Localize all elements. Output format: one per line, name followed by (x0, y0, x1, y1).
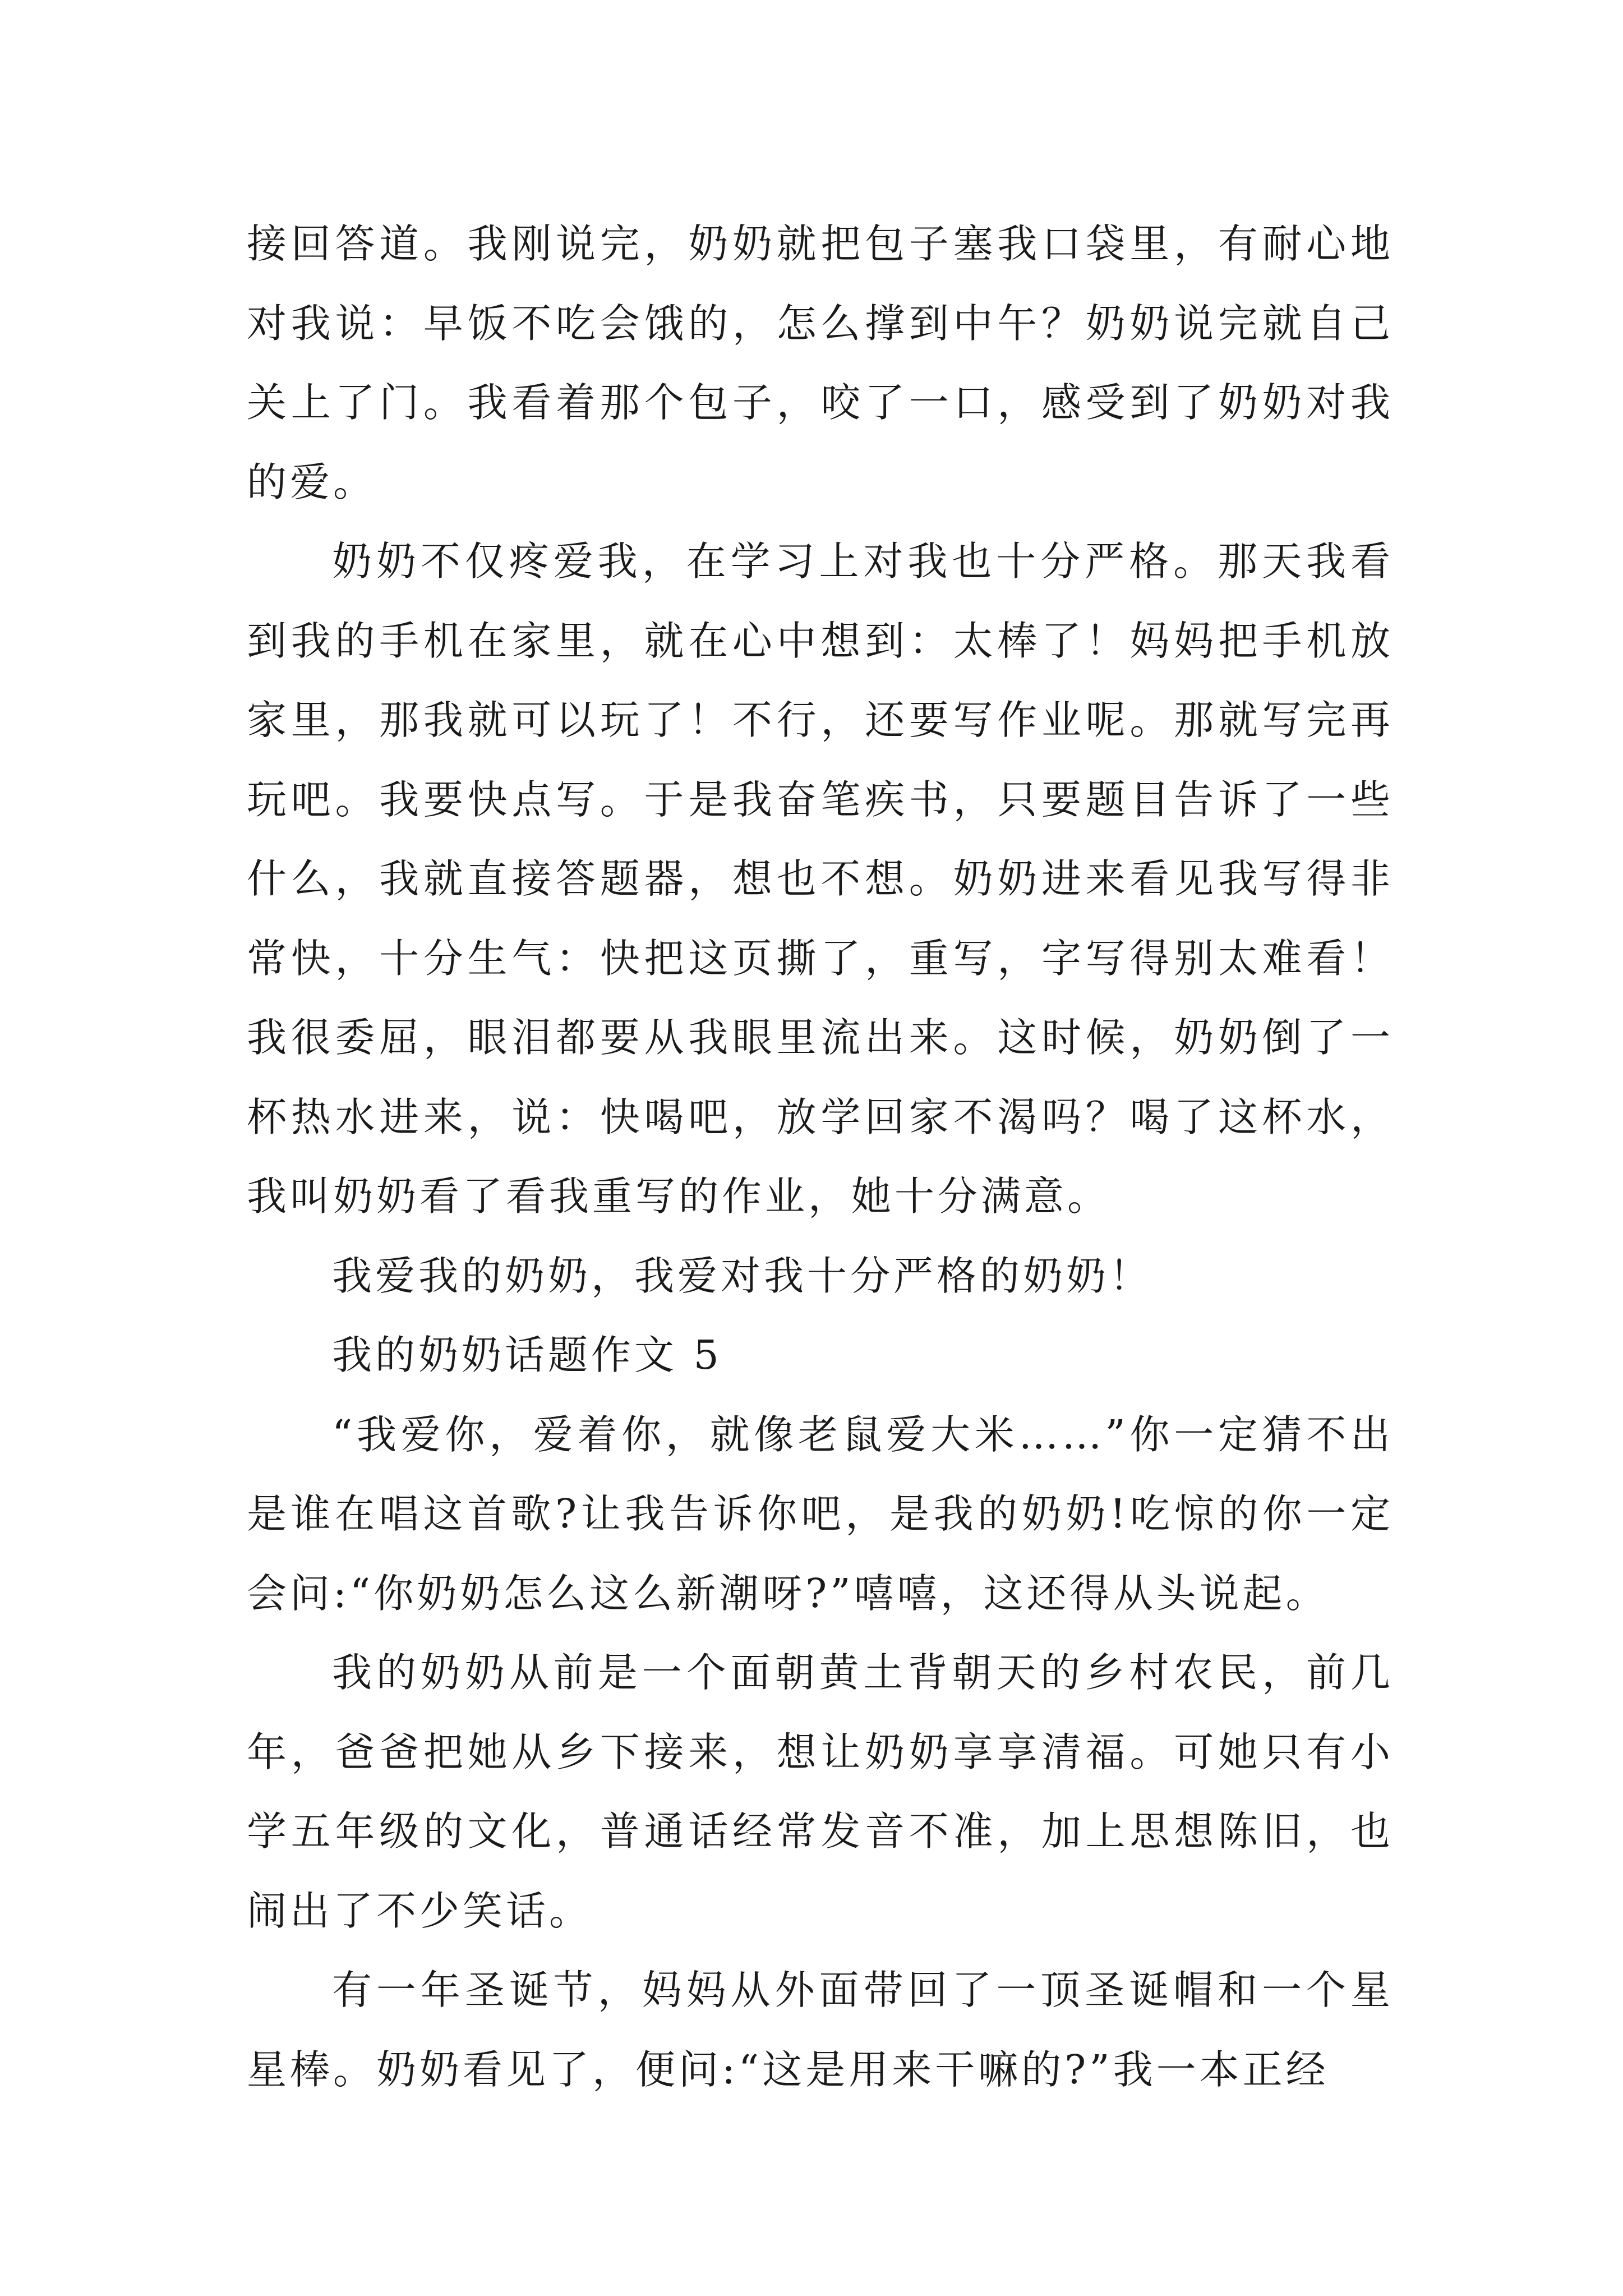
document-body (247, 204, 1394, 2109)
paragraph-5: 我的奶奶从前是一个面朝黄土背朝天的乡村农民，前几年，爸爸把她从乡下接来，想让奶奶享享清福。可她只有小学五年级的文化，普通话经常发音不准，加上思想陈旧，也闹出了不少笑话。 (247, 1649, 1394, 1934)
paragraph-2: 奶奶不仅疼爱我，在学习上对我也十分严格。那天我看到我的手机在家里，就在心中想到：太棒了！妈妈把手机放家里，那我就可以玩了！不行，还要写作业呢。那就写完再玩吧。我要快点写。于是我奋笔疾书，只要题目告诉了一些什么，我就直接答题器，想也不想。奶奶进来看见我写得非常快，十分生气：快把这页撕了，重写，字写得别太难看！我很委屈，眼泪都要从我眼里流出来。这时候，奶奶倒了一杯热水进来，说：快喝吧，放学回家不渴吗？喝了这杯水，我叫奶奶看了看我重写的作业，她十分满意。 (247, 538, 1394, 1220)
paragraph-3: 我爱我的奶奶，我爱对我十分严格的奶奶！ (332, 1252, 1153, 1299)
paragraph-1: 接回答道。我刚说完，奶奶就把包子塞我口袋里，有耐心地对我说：早饭不吃会饿的，怎么撑到中午？奶奶说完就自己关上了门。我看着那个包子，咬了一口，感受到了奶奶对我的爱。 (247, 220, 1394, 505)
section-heading: 我的奶奶话题作文 5 (332, 1332, 722, 1378)
paragraph-4: “我爱你，爱着你，就像老鼠爱大米……”你一定猜不出是谁在唱这首歌?让我告诉你吧，是我的奶奶!吃惊的你一定会问:“你奶奶怎么这么新潮呀?”嘻嘻，这还得从头说起。 (247, 1411, 1394, 1617)
paragraph-6: 有一年圣诞节，妈妈从外面带回了一顶圣诞帽和一个星星棒。奶奶看见了，便问:“这是用来干嘛的?”我一本正经 (247, 1967, 1394, 2093)
